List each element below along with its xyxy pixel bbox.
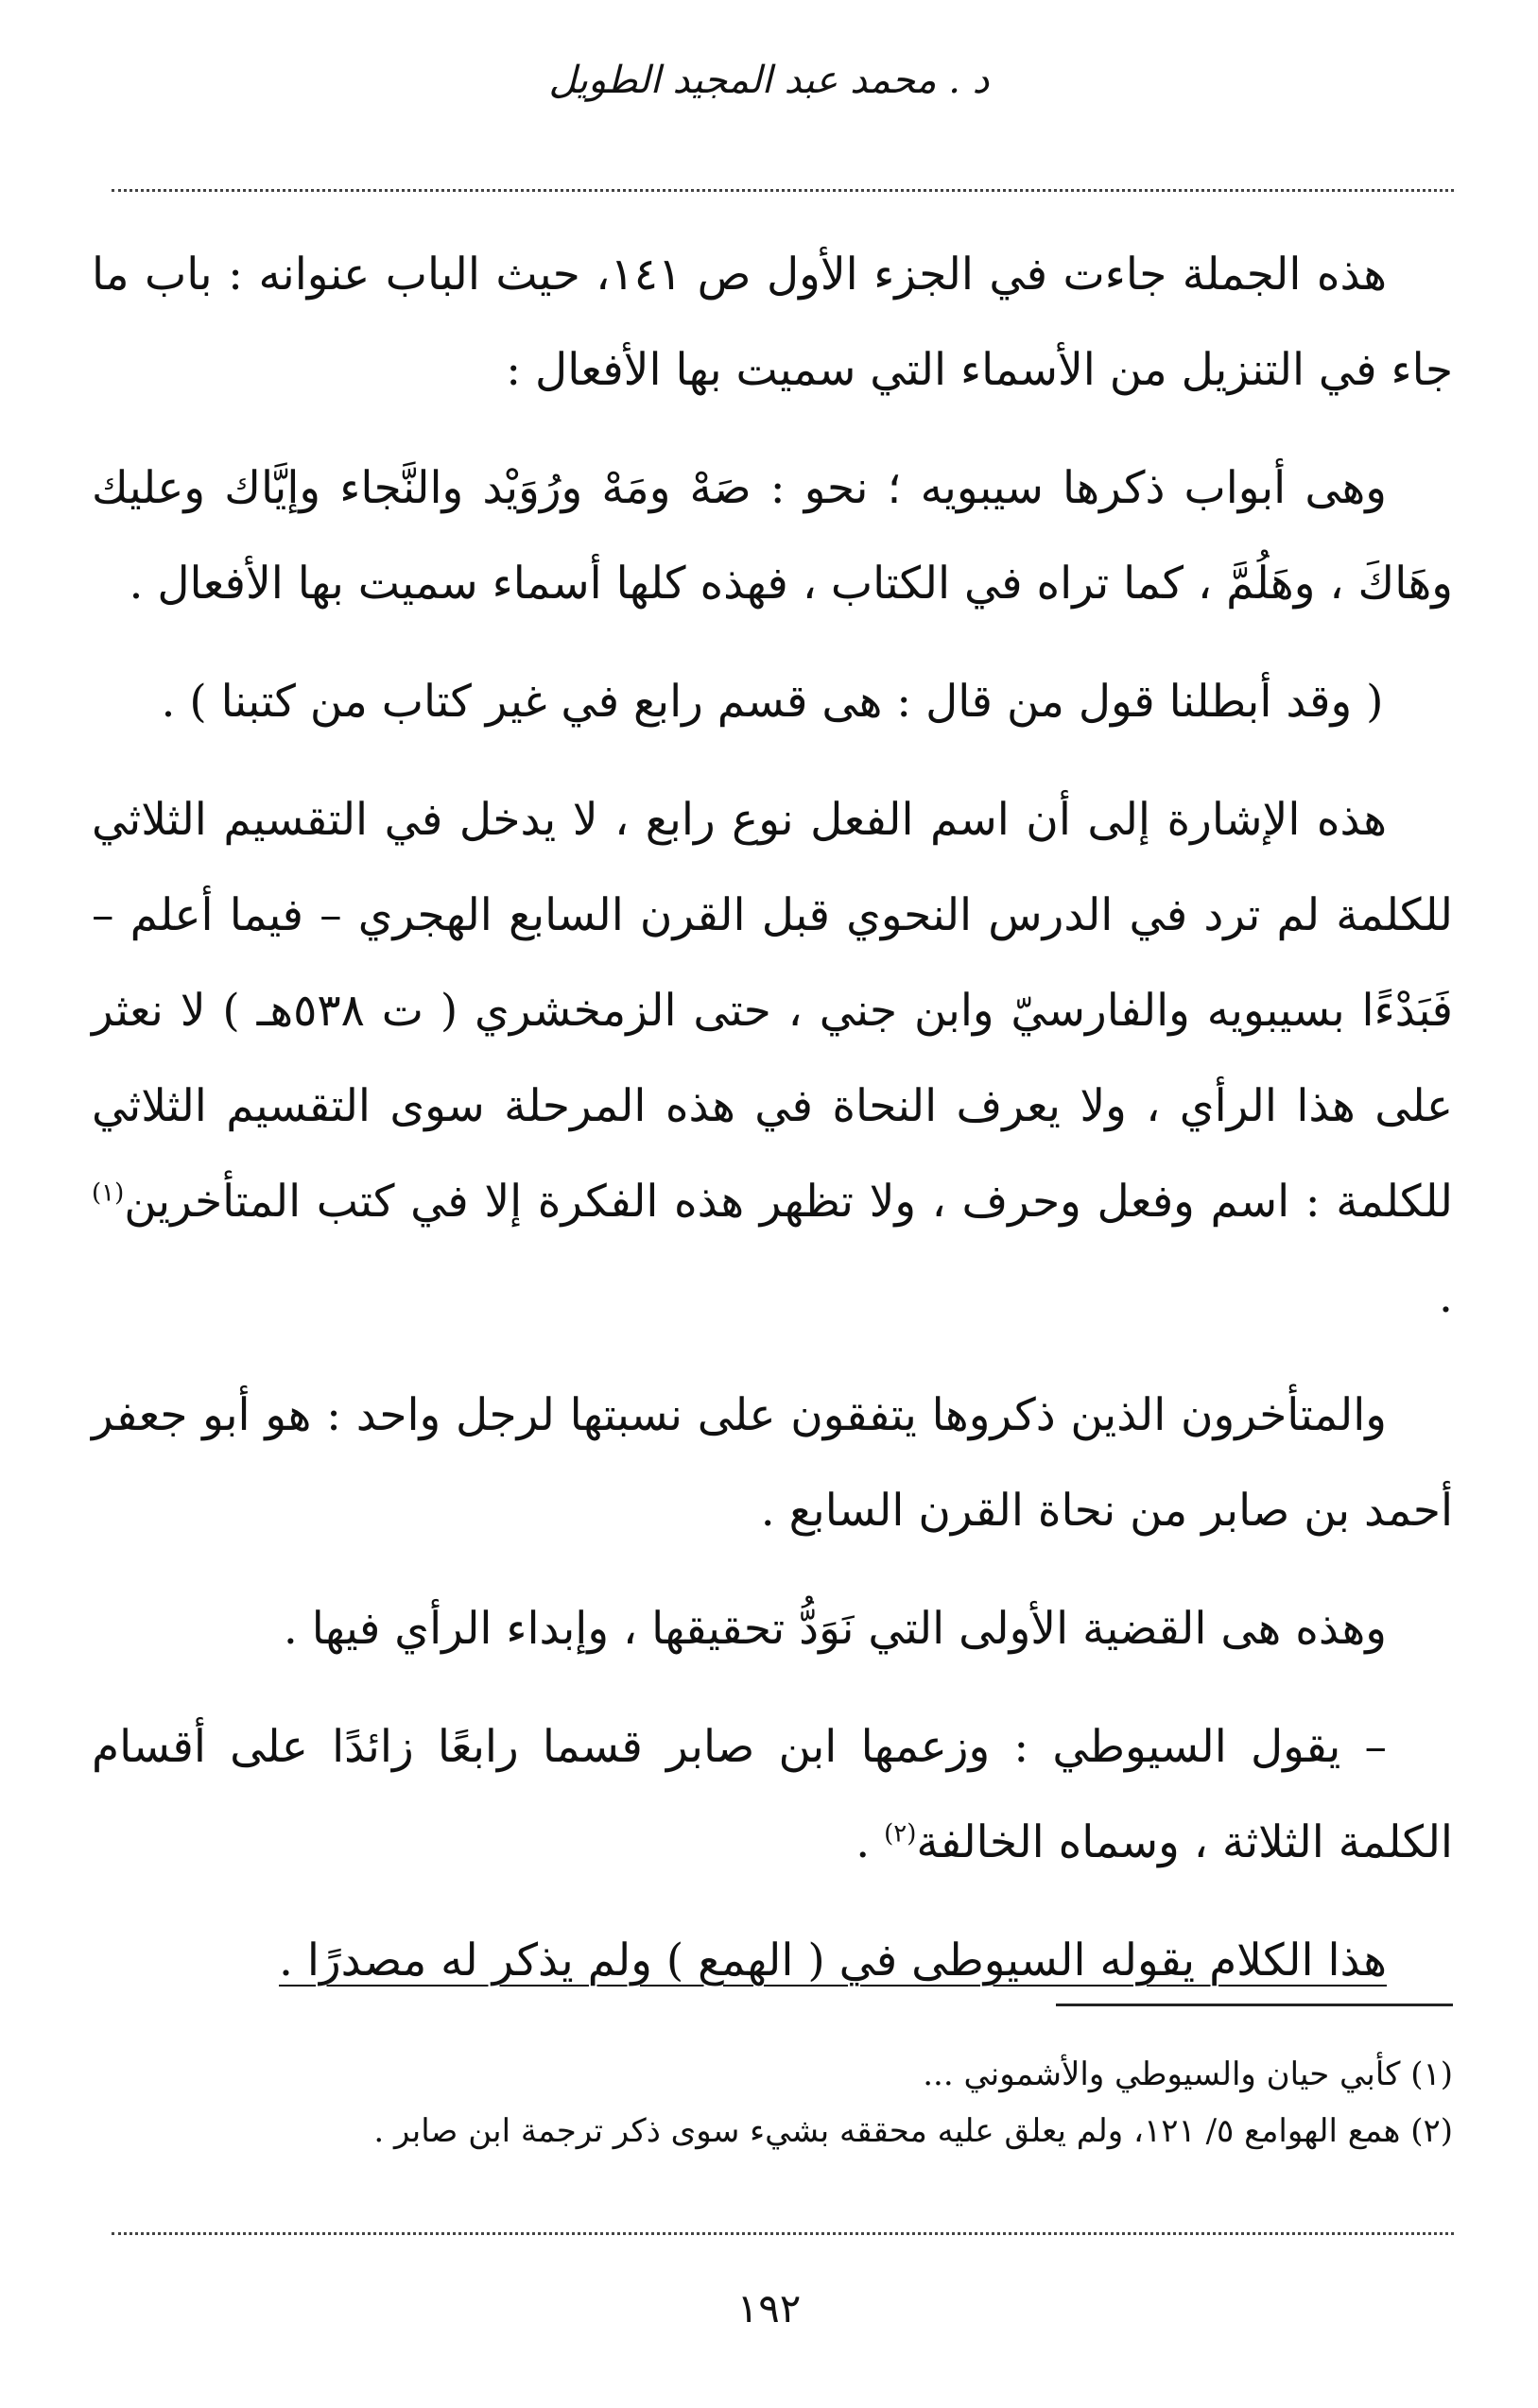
- footnote-separator: [1056, 2004, 1453, 2006]
- paragraph-7: [92, 1699, 1453, 1890]
- header-rule: [112, 189, 1454, 192]
- footnote-ref-2: (٢): [884, 1819, 917, 1849]
- paragraph-6: وهذه هى القضية الأولى التي نَوَدُّ تحقيقها ، وإبداء الرأي فيها .: [283, 1603, 1387, 1655]
- footer-rule: [112, 2232, 1454, 2235]
- paragraph-1: هذه الجملة جاءت في الجزء الأول ص ١٤١، حيث الباب عنوانه : باب ما جاء في التنزيل من الأسماء التي سميت بها الأفعال :: [92, 249, 1453, 396]
- paragraph-8-text: هذا الكلام يقوله السيوطى في ( الهمع ) ولم يذكر له مصدرًا .: [279, 1935, 1387, 1987]
- running-head: د . محمد عبد المجيد الطويل: [548, 59, 990, 102]
- page-number: ١٩٢: [736, 2285, 802, 2331]
- paragraph-4-end: .: [1439, 1271, 1453, 1323]
- paragraph-7-end: .: [855, 1816, 885, 1868]
- paragraph-5: والمتأخرون الذين ذكروها يتفقون على نسبتها لرجل واحد : هو أبو جعفر أحمد بن صابر من نحاة القرن السابع .: [92, 1389, 1453, 1537]
- paragraph-4: [92, 772, 1453, 1345]
- paragraph-3-quote: ( وقد أبطلنا قول من قال : هى قسم رابع في غير كتاب من كتبنا ) .: [161, 676, 1384, 728]
- paragraph-8: [92, 1913, 1453, 2008]
- paragraph-7-text: – يقول السيوطي : وزعمها ابن صابر قسما رابعًا زائدًا على أقسام الكلمة الثلاثة ، وسماه الخالفة: [92, 1721, 1453, 1868]
- paragraph-2: وهى أبواب ذكرها سيبويه ؛ نحو : صَهْ ومَهْ ورُوَيْد والنَّجاء وإيَّاك وعليك وهَاكَ ، وهَلُمَّ ، كما تراه في الكتاب ، فهذه كلها أسماء سميت بها الأفعال .: [92, 462, 1453, 610]
- footnotes: [92, 2046, 1453, 2159]
- footnote-ref-1: (١): [92, 1178, 125, 1208]
- footnote-1: (١) كأبي حيان والسيوطي والأشموني ...: [923, 2055, 1453, 2093]
- body-text: [92, 227, 1453, 2031]
- paragraph-4-text: هذه الإشارة إلى أن اسم الفعل نوع رابع ، لا يدخل في التقسيم الثلاثي للكلمة لم ترد في الدرس النحوي قبل القرن السابع الهجري – فيما أعلم – فَبَدْءًا بسيبويه والفارسيّ وابن جني ، حتى الزمخشري ( ت ٥٣٨هـ ) لا نعثر على هذا الرأي ، ولا يعرف النحاة في هذه المرحلة سوى التقسيم الثلاثي للكلمة : اسم وفعل وحرف ، ولا تظهر هذه الفكرة إلا في كتب المتأخرين: [92, 794, 1453, 1228]
- footnote-2: (٢) همع الهوامع ٥/ ١٢١، ولم يعلق عليه محققه بشيء سوى ذكر ترجمة ابن صابر .: [373, 2112, 1453, 2150]
